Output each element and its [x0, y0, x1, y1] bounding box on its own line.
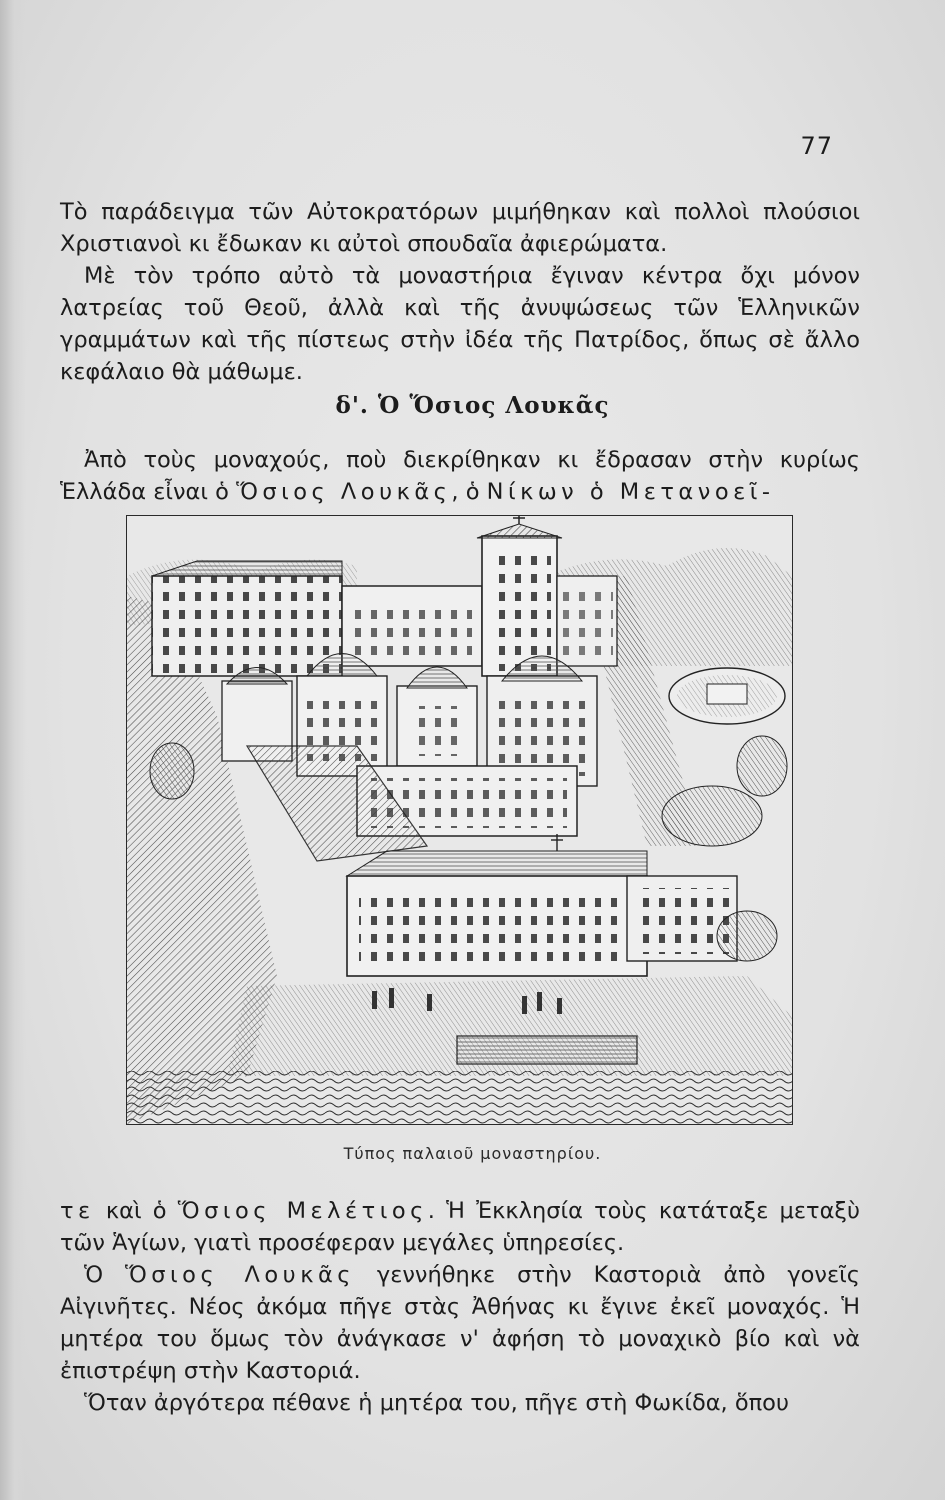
paragraph-meletios	[60, 1195, 860, 1259]
name-meletios: Ὅσιος Μελέτιος	[177, 1198, 428, 1224]
intro-text	[60, 444, 860, 508]
name-osios-loukas-2: Ὅσιος Λουκᾶς	[124, 1262, 355, 1288]
name-nikon: Νίκων ὁ Μετανοεῖ-	[486, 479, 775, 505]
monastery-engraving	[126, 515, 793, 1125]
intro-text-middle: , ὁ	[451, 479, 487, 505]
birth-rest: γεννήθηκε στὴν Καστοριὰ ἀπὸ γονεῖς Αἰγινῆτες. Νέος ἀκόμα πῆγε στὰς Ἀθήνας κι ἔγινε ἐκεῖ μοναχός. Ἡ μητέρα του ὅμως τὸν ἀνάγκασε ν' ἀφήση τὸ μοναχικὸ βίο καὶ νὰ ἐπιστρέψη στὴν Καστοριά.	[60, 1262, 860, 1384]
paragraph-intro	[60, 444, 860, 508]
opening-text	[60, 196, 860, 388]
meletios-lead: καὶ ὁ	[94, 1198, 178, 1224]
closing-text	[60, 1195, 860, 1419]
meletios-rest: . Ἡ Ἐκκλησία τοὺς κατάταξε μεταξὺ τῶν Ἁγίων, γιατὶ προσέφεραν μεγάλες ὑπηρεσίες.	[60, 1198, 860, 1256]
intro-text-start: Ἀπὸ τοὺς μοναχούς, ποὺ διεκρίθηκαν κι ἔδρασαν στὴν κυρίως Ἑλλάδα εἶναι ὁ	[60, 447, 860, 505]
birth-lead: Ὁ	[84, 1262, 125, 1288]
hyphen-continuation: τε	[60, 1198, 95, 1224]
figure-caption: Τύπος παλαιοῦ μοναστηρίου.	[343, 1144, 602, 1163]
paragraph-birth	[60, 1259, 860, 1387]
section-heading: δ'. Ὁ Ὅσιος Λουκᾶς	[335, 392, 610, 419]
page-binding-shadow	[0, 0, 26, 1500]
name-osios-loukas: Ὅσιος Λουκᾶς	[236, 479, 452, 505]
engraving-illustration	[127, 516, 792, 1124]
page-number: 77	[800, 132, 833, 160]
sea	[127, 1071, 792, 1124]
paragraph-phocis: Ὅταν ἀργότερα πέθανε ἡ μητέρα του, πῆγε στὴ Φωκίδα, ὅπου	[84, 1390, 789, 1416]
paragraph-examples: Τὸ παράδειγμα τῶν Αὐτοκρατόρων μιμήθηκαν καὶ πολλοὶ πλούσιοι Χριστιανοὶ κι ἔδωκαν κι αὐτοὶ σπουδαῖα ἀφιερώματα.	[60, 199, 860, 257]
paragraph-monasteries: Μὲ τὸν τρόπο αὐτὸ τὰ μοναστήρια ἔγιναν κέντρα ὄχι μόνον λατρείας τοῦ Θεοῦ, ἀλλὰ καὶ τῆς ἀνυψώσεως τῶν Ἑλληνικῶν γραμμάτων καὶ τῆς πίστεως στὴν ἰδέα τῆς Πατρίδος, ὅπως σὲ ἄλλο κεφάλαιο θὰ μάθωμε.	[60, 263, 860, 385]
